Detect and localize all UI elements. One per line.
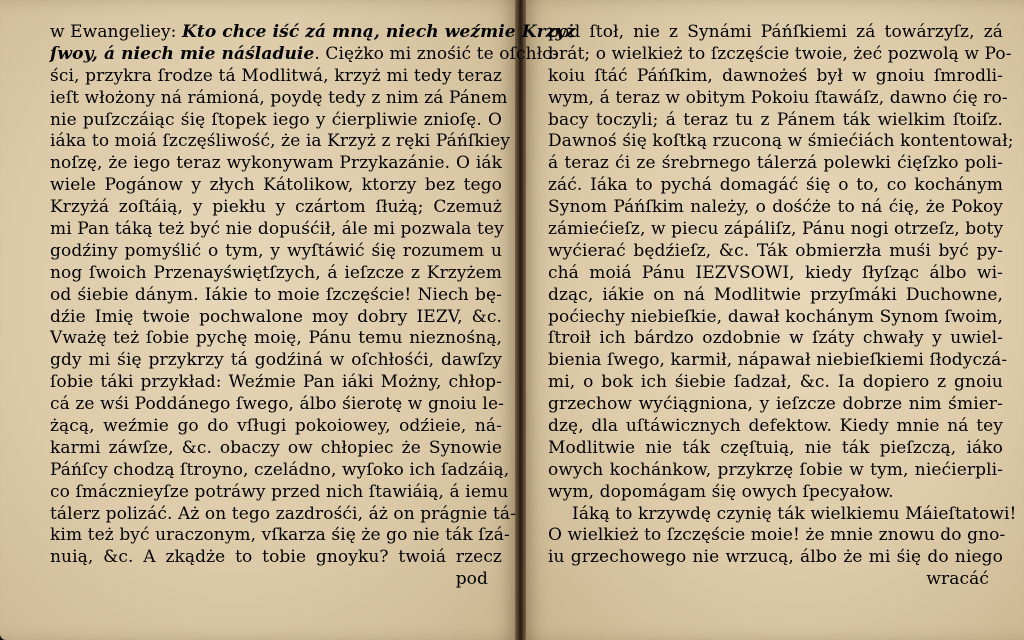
right-page-line: bienia ſwego, karmił, nápawał niebieſkiemi ſłodyczá- <box>548 350 1008 371</box>
line-text: od śiebie dánym. Iákie to moie ſzczęście! Niech bę- <box>50 284 502 305</box>
right-page-line: O wielkież to ſzczęście moie! że mnie znowu do gno- <box>548 525 1006 546</box>
line-text: karmi záwſze, &c. obaczy ow chłopiec że Synowie <box>50 437 502 458</box>
left-page-line <box>50 481 509 504</box>
line-text: dźie Imię twoie pochwalone moy dobry IEZV, &c. <box>50 306 502 327</box>
left-page-line <box>50 525 510 547</box>
left-page-line <box>50 22 576 44</box>
right-page-text <box>548 22 1017 591</box>
line-text: tálerz polizáć. Aż on tego zazdrośći, áż on prágnie tá- <box>50 503 516 524</box>
left-page-text <box>50 22 576 591</box>
scripture-quote: Kto chce iść zá mną, niech weźmie Krzyż <box>182 22 576 42</box>
right-page-line: dzę, dla uſtáwicznych defektow. Kiedy mnie ná tey <box>548 416 1003 437</box>
line-text: gdy mi śię przykrzy tá godźiná w oſchłośći, dawſzy <box>50 350 502 371</box>
left-page-line <box>50 438 502 460</box>
catchword: pod <box>455 569 488 590</box>
right-page-line: bacy toczyli; á teraz tu z Pánem ták wielkim ſtoiſz. <box>548 109 1003 130</box>
right-page-line: dząc, iákie on ná Modlitwie przyſmáki Duchowne, <box>548 284 1003 305</box>
left-page-line <box>50 43 559 66</box>
right-page-line: záć. Iáka to pychá domagáć śię o to, co kochánym <box>548 175 1003 196</box>
left-page-line <box>50 131 511 153</box>
right-page-line: Modlitwie nie ták częſtuią, nie ták pieſzczą, iáko <box>548 437 1003 458</box>
line-text: nie puſzczáiąc śię ſtopek iego y ćierpliwie znioſę. O <box>50 109 502 130</box>
line-text: nuią, &c. A zkądże to tobie gnoyku? twoiá rzecz <box>50 547 502 568</box>
left-page-line <box>50 153 502 175</box>
line-text: Vważę też ſobie pychę moię, Pánu temu nieznośną, <box>50 328 502 349</box>
right-page-line: mi, o bok ich śiebie ſadzał, &c. Ia dopiero z gnoiu <box>548 372 1003 393</box>
right-page-line: poćiechy niebieſkie, dawał kochánym Synom ſwoim, <box>548 306 1003 327</box>
right-page-line: chá moiá Pánu IEZVSOWI, kiedy ſłyſząc álbo wi- <box>548 262 1003 283</box>
left-page-line <box>50 66 502 88</box>
right-page-line: koiu ſtáć Páńſkim, dawnożeś był w gnoiu ſmrodli- <box>548 65 1003 86</box>
right-page-line: pod ſtoł, nie z Synámi Páńſkiemi zá towárzyſz, zá <box>548 22 1003 42</box>
right-page-line: owych kochánkow, przykrzę ſobie w tym, niećierpli- <box>548 459 1003 480</box>
line-text: ieſt włożony ná rámioná, poydę tedy z nim zá Pánem <box>50 87 508 108</box>
right-page-line: Synom Páńſkim należy, o dośćże to ná ćię, że Pokoy <box>548 197 1003 218</box>
left-page-line <box>50 350 502 372</box>
book-gutter <box>515 0 526 640</box>
left-page-line <box>50 197 502 219</box>
line-text: w Ewangeliey: <box>50 22 183 42</box>
right-page-line: iu grzechowego nie wrzucą, álbo że mi śię do niego <box>548 547 1003 568</box>
line-text: mi Pan táką też być nie dopuśćił, ále mi pozwala tey <box>50 219 504 240</box>
left-page-line <box>50 87 508 110</box>
left-page-line <box>50 219 502 241</box>
right-page-line: zámiećieſz, w piecu zápáliſz, Pánu nogi otrzeſz, boty <box>548 219 1004 240</box>
line-text: Páńſcy chodzą ſtroyno, czeládno, wyſoko ich ſadzáią, <box>50 459 510 480</box>
left-page-line <box>50 241 502 263</box>
right-page-line: wyćierać będźieſz, &c. Ták obmierzła muśi być py- <box>548 240 1003 261</box>
right-page-line: brát; o wielkież to ſzczęście twoie, żeć pozwolą w Po- <box>548 43 1012 64</box>
line-text: cá ze wśi Poddánego ſwego, álbo śierotę w gnoiu le- <box>50 394 504 415</box>
line-text: ści, przykra ſrodze tá Modlitwá, krzyż mi tedy teraz <box>50 65 502 86</box>
left-page-line <box>50 416 502 438</box>
left-page-line <box>50 459 510 482</box>
line-text: wiele Pogánow y złych Kátolikow, ktorzy bez tego <box>50 175 502 196</box>
left-page-line <box>50 372 502 394</box>
left-page-line <box>50 263 502 285</box>
left-page-line <box>50 328 502 350</box>
line-text: co ſmácznieyſze potráwy przed nich ſtawiáią, á iemu <box>50 481 509 502</box>
right-page-line: Dawnoś śię koſtką rzuconą w śmiećiách kontentował; <box>548 131 1014 152</box>
scripture-quote: ſwoy, á niech mie náśladuie <box>50 43 315 64</box>
left-page-line <box>50 285 502 307</box>
line-text: noſzę, że iego teraz wykonywam Przykazánie. O iák <box>50 153 502 174</box>
line-text: nog ſwoich Przenayświętſzych, á ieſzcze z Krzyżem <box>50 262 502 283</box>
line-text: ſobie táki przykład: Weźmie Pan iáki Możny, chłop- <box>50 372 502 393</box>
line-text: . Ciężko mi znośić te oſchło- <box>314 43 559 64</box>
left-page-line <box>50 394 502 416</box>
left-page-line <box>50 503 516 526</box>
left-page-line <box>50 307 502 329</box>
right-page-line: á teraz ći ze śrebrnego tálerzá polewki ćięſzko poli- <box>548 153 1003 174</box>
right-page-line: Iáką to krzywdę czynię ták wielkiemu Máieſtatowi! <box>572 503 1017 524</box>
line-text: iáka to moiá ſzczęśliwość, że ia Krzyż z ręki Páńſkiey <box>50 131 511 152</box>
line-text: Krzyżá zoſtáią, y piekłu y czártom ſłużą; Czemuż <box>50 197 502 218</box>
right-page-line: wym, á teraz w obitym Pokoiu ſtawáſz, dawno ćię ro- <box>548 87 1008 108</box>
left-page-line <box>50 175 502 197</box>
line-text: godźiny pomyślić o tym, y wyſtáwić śię rozumem u <box>50 240 502 261</box>
catchword: wracáć <box>926 569 989 590</box>
right-page-line: wym, dopomágam śię owych ſpecyałow. <box>548 481 894 502</box>
line-text: kim też być uraczonym, vſkarza śię że go nie ták ſzá- <box>50 525 510 546</box>
right-page-line: grzechow wyćiągniona, y ieſzcze dobrze nim śmier- <box>548 394 1003 415</box>
left-page-line <box>50 547 502 569</box>
left-page-line <box>50 110 502 132</box>
line-text: żącą, weźmie go do vſługi pokoiowey, odźieie, ná- <box>50 416 502 437</box>
right-page-line: ſtroił ich bárdzo ozdobnie w ſzáty chwały y uwiel- <box>548 328 1003 349</box>
